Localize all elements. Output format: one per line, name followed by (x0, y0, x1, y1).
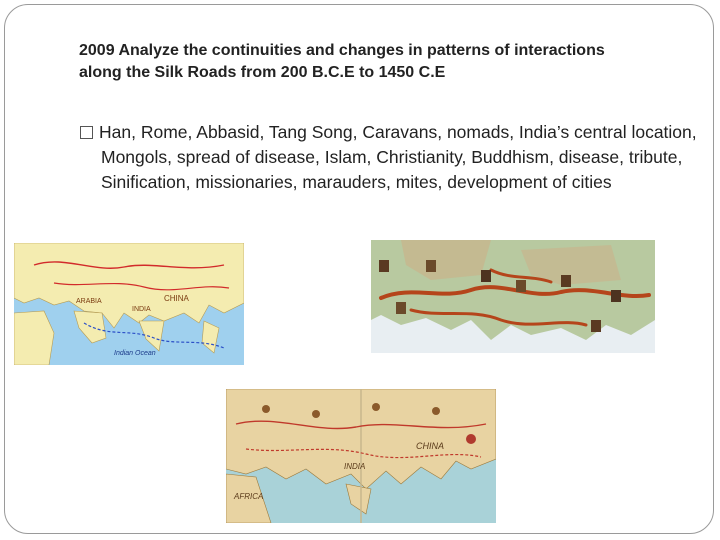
map3-label-africa: AFRICA (234, 492, 264, 501)
map2-thumbnail-icon (481, 270, 491, 282)
caravan-route-map-image (371, 240, 655, 353)
map3-landmark-icon (262, 405, 270, 413)
map2-thumbnail-icon (426, 260, 436, 272)
map1-label-arabia: ARABIA (76, 298, 102, 305)
silk-road-map-image (14, 243, 244, 365)
illustrated-silk-road-map-image (226, 389, 496, 523)
map3-landmark-icon (432, 407, 440, 415)
map3-landmark-icon (312, 410, 320, 418)
title-line-2: along the Silk Roads from 200 B.C.E to 1450 C.E (79, 64, 446, 81)
map1-label-ocean: Indian Ocean (114, 350, 156, 357)
title-line-1: 2009 Analyze the continuities and changes in patterns of interactions (79, 42, 605, 59)
map3-label-china: CHINA (416, 441, 445, 451)
map1-label-china: CHINA (164, 294, 189, 303)
map2-thumbnail-icon (611, 290, 621, 302)
map3-landmark-icon (466, 434, 476, 444)
checkbox-bullet-icon (80, 126, 93, 139)
map3-label-india: INDIA (344, 462, 366, 471)
map2-thumbnail-icon (591, 320, 601, 332)
map1-label-india: INDIA (132, 306, 151, 313)
map3-landmark-icon (372, 403, 380, 411)
map2-thumbnail-icon (379, 260, 389, 272)
slide-title (79, 40, 699, 84)
bullet-text: Han, Rome, Abbasid, Tang Song, Caravans, nomads, India’s central location, Mongols, spread of disease, Islam, Christianity, Buddhism, disease, tribute, Sinification, missionaries, marauders, mites, development of cities (99, 122, 697, 192)
map2-thumbnail-icon (561, 275, 571, 287)
map2-thumbnail-icon (516, 280, 526, 292)
map2-thumbnail-icon (396, 302, 406, 314)
bullet-item (80, 120, 720, 195)
